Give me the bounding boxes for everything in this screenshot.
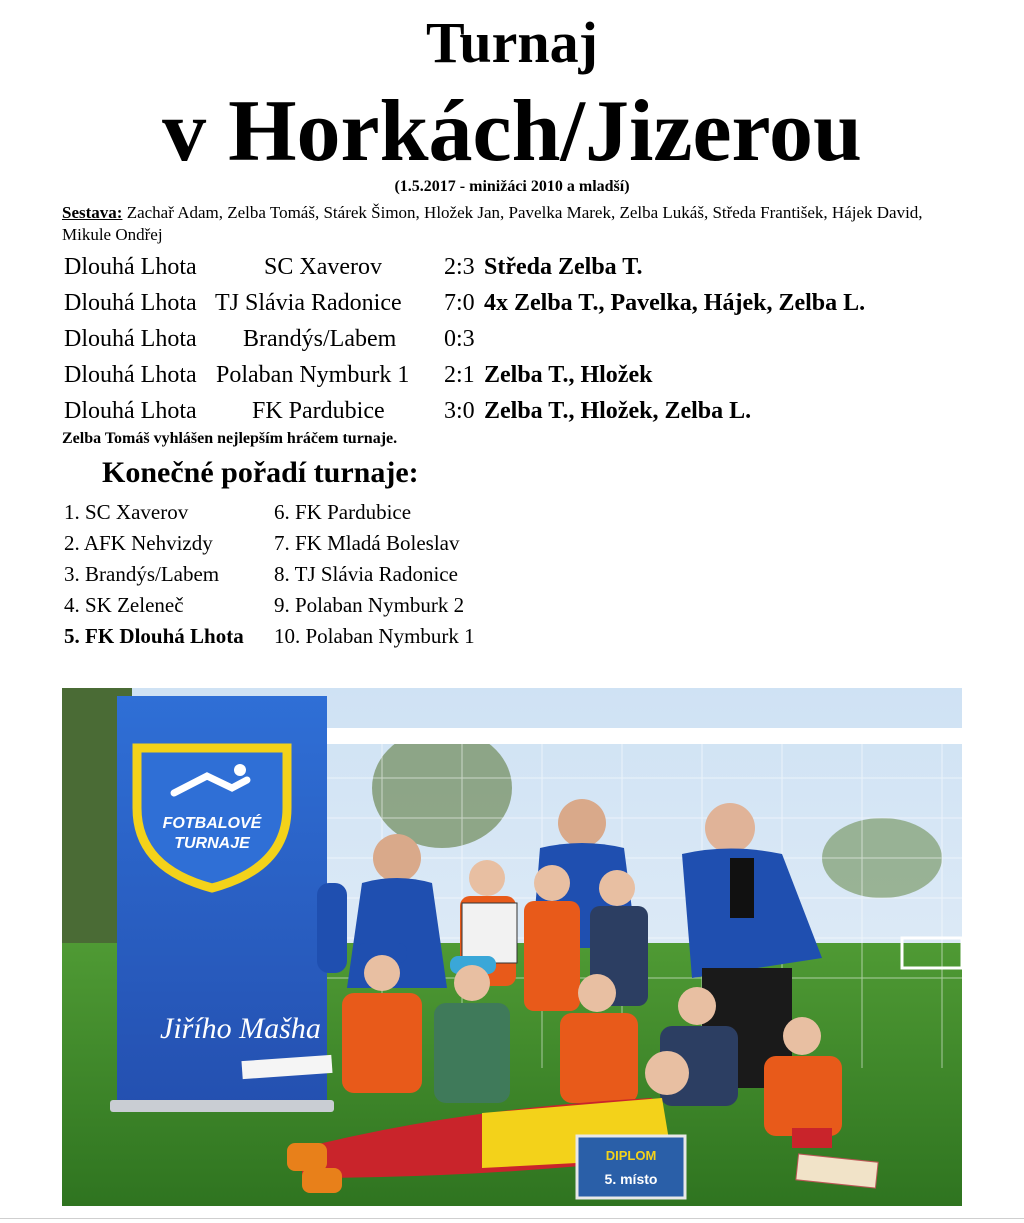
diploma-title: DIPLOM <box>605 1148 657 1163</box>
diploma-place: 5. místo <box>604 1171 658 1187</box>
ball-icon <box>234 764 246 776</box>
match-away: TJ Slávia Radonice <box>215 290 402 316</box>
match-home: Dlouhá Lhota <box>64 398 197 424</box>
match-away: Polaban Nymburk 1 <box>216 362 410 388</box>
match-score: 7:0 <box>444 290 475 316</box>
match-teams <box>64 358 410 392</box>
match-scorers: Středa Zelba T. <box>484 254 643 280</box>
lineup-label: Sestava: <box>62 203 123 222</box>
standings-entry: 3. Brandýs/Labem <box>64 562 220 586</box>
page-bottom-rule <box>0 1218 1024 1219</box>
match-away: Brandýs/Labem <box>243 326 397 352</box>
standings-entry: 2. AFK Nehvizdy <box>64 531 213 555</box>
banner-stand <box>110 1100 334 1112</box>
match-home: Dlouhá Lhota <box>64 326 197 352</box>
tree-background <box>372 728 512 848</box>
match-scorers: Zelba T., Hložek <box>484 362 653 388</box>
match-teams <box>64 286 402 320</box>
match-scorers: 4x Zelba T., Pavelka, Hájek, Zelba L. <box>484 290 866 316</box>
match-scorers: Zelba T., Hložek, Zelba L. <box>484 398 752 424</box>
match-score: 2:3 <box>444 254 475 280</box>
title-turnaj: Turnaj <box>426 10 598 75</box>
event-subtitle: (1.5.2017 - minižáci 2010 a mladší) <box>394 178 630 195</box>
standings-title: Konečné pořadí turnaje: <box>102 456 419 489</box>
match-teams <box>64 250 382 284</box>
lineup <box>62 202 942 246</box>
match-home: Dlouhá Lhota <box>64 362 197 388</box>
match-away: SC Xaverov <box>264 254 382 280</box>
match-home: Dlouhá Lhota <box>64 254 197 280</box>
team-photo <box>62 688 962 1206</box>
standings-entry: 9. Polaban Nymburk 2 <box>274 593 465 617</box>
title-location: v Horkách/Jizerou <box>162 83 862 180</box>
match-score: 2:1 <box>444 362 475 388</box>
standings-entry-highlight: 5. FK Dlouhá Lhota <box>64 624 244 648</box>
banner-signature: Jiřího Mašha <box>160 1012 321 1045</box>
match-teams <box>64 394 385 428</box>
standings-entry: 1. SC Xaverov <box>64 500 189 524</box>
match-score: 0:3 <box>444 326 475 352</box>
standings-entry: 8. TJ Slávia Radonice <box>274 562 458 586</box>
team-photo-illustration <box>62 688 962 1206</box>
standings-entry: 10. Polaban Nymburk 1 <box>274 624 475 648</box>
match-score: 3:0 <box>444 398 475 424</box>
match-teams <box>64 322 397 356</box>
standings-entry: 7. FK Mladá Boleslav <box>274 531 460 555</box>
logo-text-line2: TURNAJE <box>174 835 250 852</box>
match-away: FK Pardubice <box>252 398 385 424</box>
match-home: Dlouhá Lhota <box>64 290 197 316</box>
diploma <box>577 1136 685 1198</box>
standings-entry: 6. FK Pardubice <box>274 500 412 524</box>
best-player-note: Zelba Tomáš vyhlášen nejlepším hráčem turnaje. <box>62 430 398 447</box>
standings-entry: 4. SK Zeleneč <box>64 593 184 617</box>
logo-text-line1: FOTBALOVÉ <box>162 815 262 832</box>
lineup-names: Zachař Adam, Zelba Tomáš, Stárek Šimon, Hložek Jan, Pavelka Marek, Zelba Lukáš, Středa František, Hájek David, Mikule Ondřej <box>62 203 923 244</box>
